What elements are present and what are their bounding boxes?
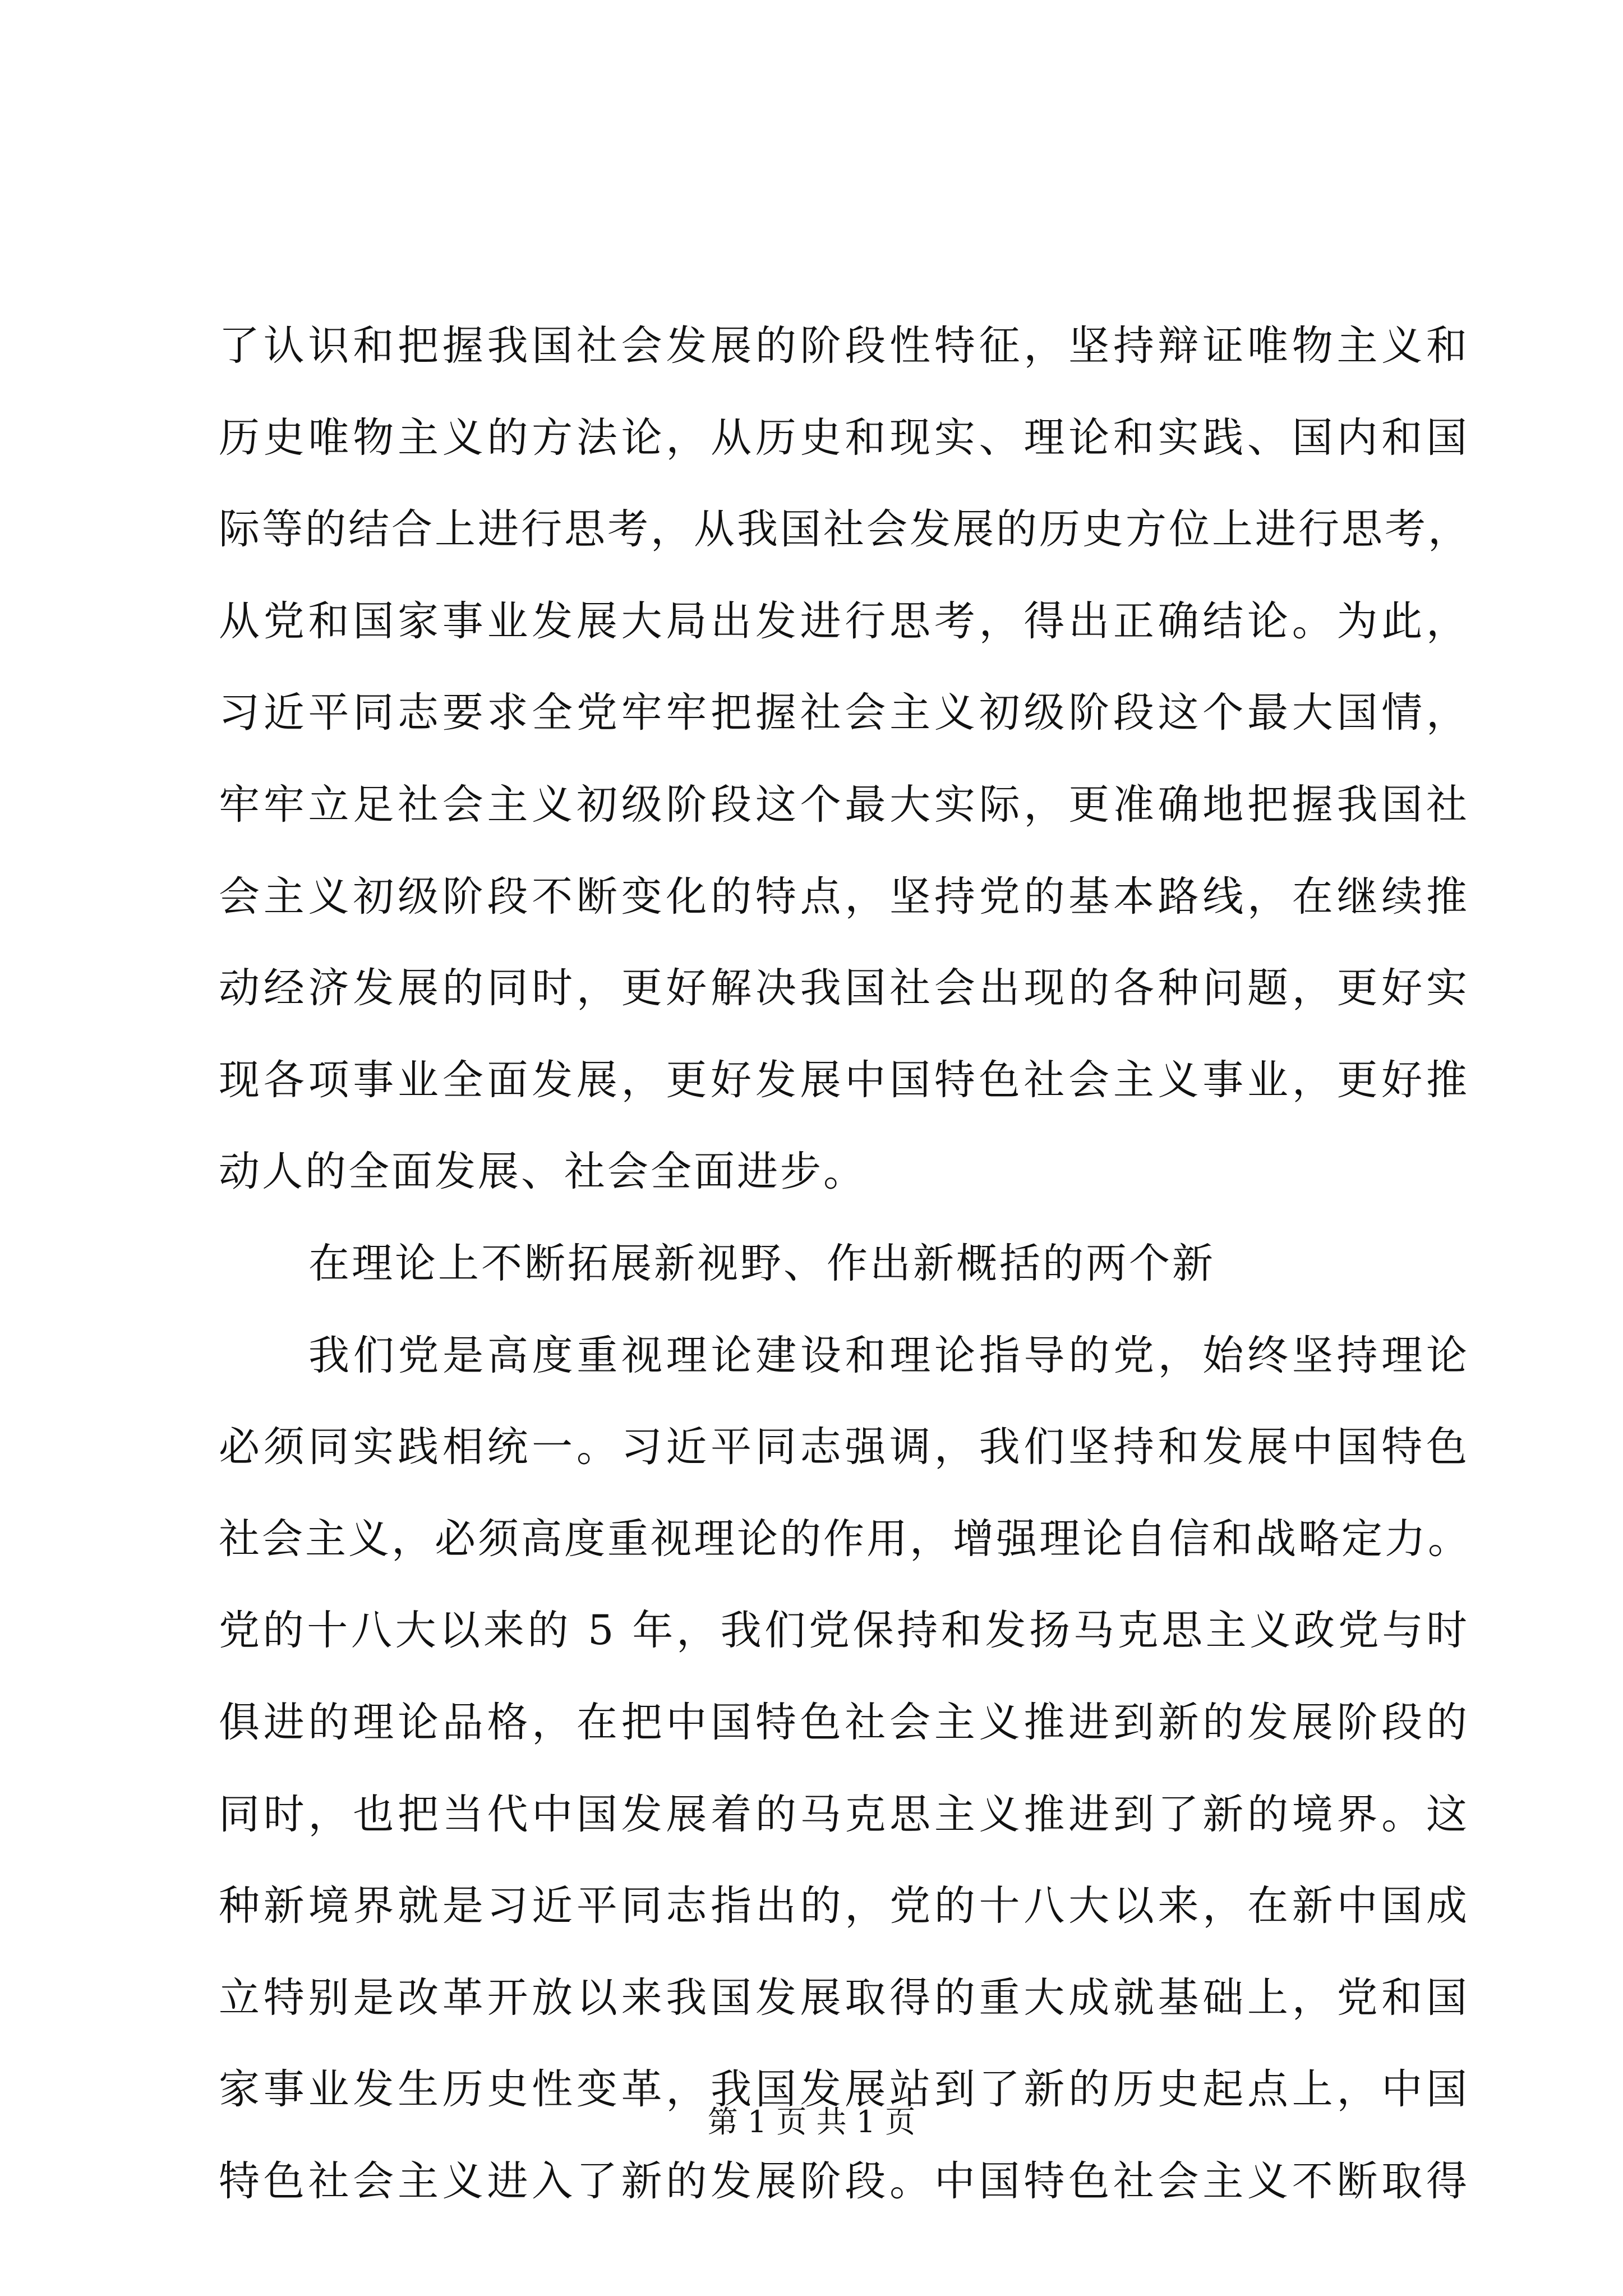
text-line: 同时，也把当代中国发展着的马克思主义推进到了新的境界。这 — [219, 1790, 1469, 1838]
text-line: 牢牢立足社会主义初级阶段这个最大实际，更准确地把握我国社 — [219, 780, 1469, 829]
text-line: 党的十八大以来的 5 年，我们党保持和发扬马克思主义政党与时 — [219, 1607, 1469, 1655]
text-line: 种新境界就是习近平同志指出的，党的十八大以来，在新中国成 — [219, 1882, 1469, 1930]
text-line: 历史唯物主义的方法论，从历史和现实、理论和实践、国内和国 — [219, 413, 1469, 462]
text-line: 现各项事业全面发展，更好发展中国特色社会主义事业，更好推 — [219, 1056, 1469, 1104]
page-footer: 第 1 页 共 1 页 — [707, 2104, 916, 2139]
text-line: 我们党是高度重视理论建设和理论指导的党，始终坚持理论 — [308, 1331, 1469, 1379]
text-line: 特色社会主义进入了新的发展阶段。中国特色社会主义不断取得 — [219, 2157, 1469, 2205]
text-line: 立特别是改革开放以来我国发展取得的重大成就基础上，党和国 — [219, 1973, 1469, 2022]
text-line: 动人的全面发展、社会全面进步。 — [219, 1148, 866, 1196]
body-text — [219, 300, 1469, 2227]
text-line: 习近平同志要求全党牢牢把握社会主义初级阶段这个最大国情， — [219, 689, 1469, 737]
text-line: 俱进的理论品格，在把中国特色社会主义推进到新的发展阶段的 — [219, 1698, 1469, 1746]
text-line: 家事业发生历史性变革，我国发展站到了新的历史起点上，中国 — [219, 2065, 1469, 2114]
text-line: 必须同实践相统一。习近平同志强调，我们坚持和发展中国特色 — [219, 1423, 1469, 1471]
text-line: 际等的结合上进行思考，从我国社会发展的历史方位上进行思考， — [219, 505, 1471, 554]
text-line: 社会主义，必须高度重视理论的作用，增强理论自信和战略定力。 — [219, 1515, 1471, 1563]
text-line: 会主义初级阶段不断变化的特点，坚持党的基本路线，在继续推 — [219, 872, 1469, 921]
section-heading: 在理论上不断拓展新视野、作出新概括的两个新 — [308, 1239, 1215, 1287]
text-line: 从党和国家事业发展大局出发进行思考，得出正确结论。为此， — [219, 597, 1469, 645]
text-line: 动经济发展的同时，更好解决我国社会出现的各种问题，更好实 — [219, 964, 1469, 1013]
text-line: 了认识和把握我国社会发展的阶段性特征，坚持辩证唯物主义和 — [219, 322, 1469, 370]
